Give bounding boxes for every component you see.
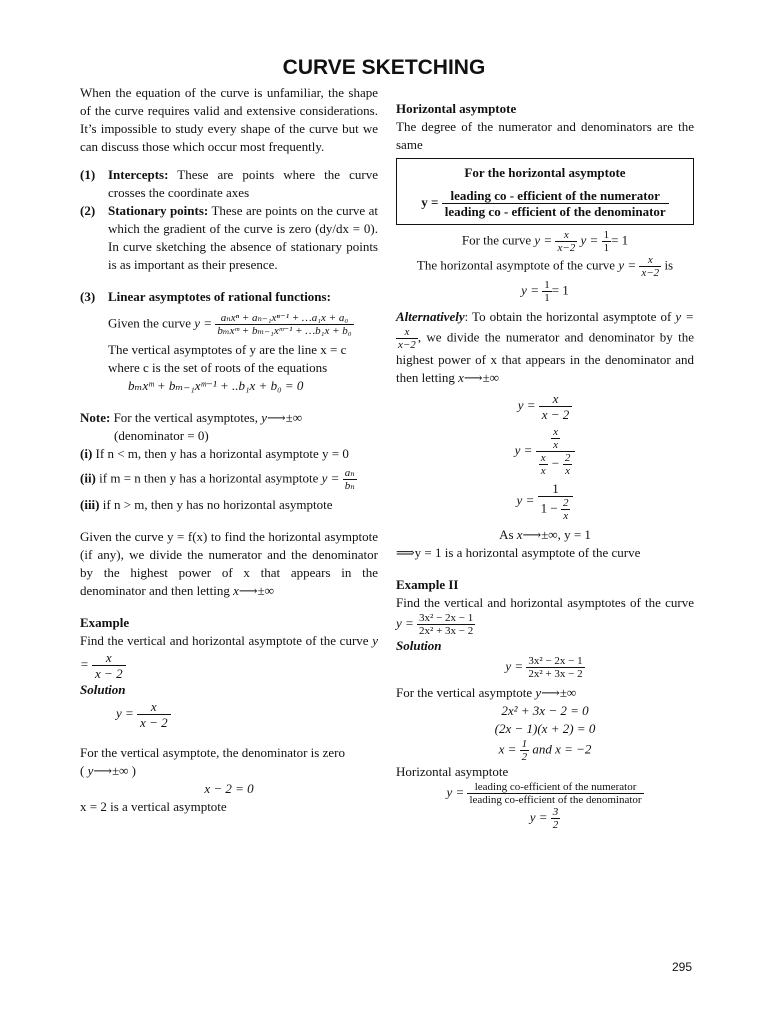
alternatively-paragraph: Alternatively: To obtain the horizontal asymptote of y = $\frac{x}{x-2}$ , we divide the numerator and denominator by the highest power of x that appears in the denominator and then letting x⟶±∞ (396, 309, 694, 385)
case-ii: (ii) if m = n then y has a horizontal asymptote y = $\frac{\text{aₙ}}{\text{bₙ}}$ (80, 467, 355, 492)
derivative-expression: (dy/dx = 0) (315, 221, 375, 236)
rational-fraction: $\frac{\text{aₙxⁿ + aₙ₋₁xⁿ⁻¹ + …a₁x + a₀}}{\text{bₘxᵐ + bₘ₋₁xᵐ⁻¹ + …b₁x + b₀}}$ (217, 312, 352, 337)
rational-function-definition: Given the curve y = $\frac{\text{aₙxⁿ + aₙ₋₁xⁿ⁻¹ + …a₁x + a₀}}{\text{bₘxᵐ + bₘ₋₁xᵐ⁻¹ + …b₁x + b₀}}$ (108, 312, 352, 337)
page-title: CURVE SKETCHING (282, 56, 486, 79)
horizontal-asymptote-heading: Horizontal asymptote (396, 101, 517, 116)
solution-heading: Solution (80, 682, 126, 697)
given-fx-paragraph: Given the curve y = f(x) to find the horizontal asymptote (if any), we divide the numerator and the denominator by the highest power of x that appears in the denominator and then letting x⟶±∞ (80, 529, 378, 598)
list-item-linear-asymptotes: (3) Linear asymptotes of rational functions: (80, 289, 331, 304)
right-column: Horizontal asymptote The degree of the numerator and denominators are the same For the horizontal asymptote y = $\frac{\text{leading co - efficient of the numerator}}{\text{leading co - efficient of the denominator}}$ For the curve y = $\frac{x}{x-2}$ y = $\frac{1}{1}$ = 1 The horizontal asymptote of the curve y = $\frac{x}{x-2}$ is y = $\frac{1}{1}$ = 1 Alternatively: To obtain the horizontal asymptote of y = $\frac{x}{x-2}$ , we divide the numerator and denominator by the highest power of x that appears in the denominator and then letting x⟶±∞ y = $\frac{x}{x - 2}$ y = $\frac{x}{x}$ $\frac{x}{x}$ − $\frac{2}{x}$ y = 1 1 − $\frac{2}{x}$ As x⟶±∞, y = 1 ⟹y = 1 is a horizontal asymptote of the curve Example II Find the vertical and horizontal asymptotes of the curve y = $\frac{\text{3x² − 2x − 1}}{\text{2x² + 3x − 2}}$ Solution y = $\frac{\text{3x² − 2x − 1}}{\text{2x² + 3x − 2}}$ For the vertical asymptote y⟶±∞ 2x² + 3x − 2 = 0 (2x − 1)(x + 2) = 0 x = $\frac{1}{2}$ and x = −2 Horizontal asymptote y = $\frac{\text{leading co-efficient of the numerator}}{\text{leading co-efficient of the denominator}}$ y = $\frac{3}{2}$ (396, 101, 694, 831)
vertical-conclusion: x = 2 is a vertical asymptote (80, 799, 227, 814)
note-line: Note: For the vertical asymptotes, y⟶±∞ (80, 410, 303, 425)
list-item-intercepts: (1) Intercepts: These are points where the curve crosses the coordinate axes (80, 167, 379, 200)
roots-equation: bₘxᵐ + bₘ₋₁xᵐ⁻¹ + ..b₁x + b₀ = 0 (128, 378, 304, 393)
page-number: 295 (672, 960, 693, 974)
solution-ii-heading: Solution (396, 638, 442, 653)
for-the-curve-line: For the curve y = $\frac{x}{x-2}$ y = $\frac{1}{1}$ = 1 (461, 229, 629, 254)
example-heading: Example (80, 615, 130, 630)
intro-paragraph: When the equation of the curve is unfamiliar, the shape of the curve requires valid and extensive considerations. It’s impossible to study every shape of the curve but we can discuss those which occur most frequently. (80, 85, 378, 154)
example-ii-heading: Example II (396, 577, 459, 592)
horizontal-asymptote-box: For the horizontal asymptote y = $\frac{\text{leading co - efficient of the numerator}}{\text{leading co - efficient of the denominator}}$ (396, 158, 694, 225)
case-i: (i) If n < m, then y has a horizontal asymptote y = 0 (80, 446, 349, 461)
example-text: Find the vertical and horizontal asymptote of the curve y = $\frac{x}{x - 2}$ (80, 633, 379, 681)
solution-equation: y = $\frac{x}{x - 2}$ (80, 699, 378, 730)
case-iii: (iii) if n > m, then y has no horizontal asymptote (80, 497, 333, 512)
horizontal-conclusion: ⟹y = 1 is a horizontal asymptote of the curve (396, 545, 641, 560)
list-item-stationary-points: (2) Stationary points: These are points on the curve at which the gradient of the curve is zero (dy/dx = 0). In curve sketching the absence of stationary points is as important as their presence. (80, 203, 379, 272)
vertical-equation: x − 2 = 0 (204, 781, 254, 796)
left-column: When the equation of the curve is unfamiliar, the shape of the curve requires valid and extensive considerations. It’s impossible to study every shape of the curve but we can discuss those which occur most frequently. (1) Intercepts: These are points where the curve crosses the coordinate axes (2) Stationary points: These are points on the curve at which the gradient of the curve is zero (dy/dx = 0). In curve sketching the absence of stationary points is as important as their presence. (3) Linear asymptotes of rational functions: Given the curve y = $\frac{\text{aₙxⁿ + aₙ₋₁xⁿ⁻¹ + …a₁x + a₀}}{\text{bₘxᵐ + bₘ₋₁xᵐ⁻¹ + …b₁x + b₀}}$ The vertical asymptotes of y are the line x = c where c is the set of roots of the equations bₘxᵐ + bₘ₋₁xᵐ⁻¹ + ..b₁x + b₀ = 0 Note: For the vertical asymptotes, y⟶±∞ (denominator = 0) (i) If n < m, then y has a horizontal asymptote y = 0 (ii) if m = n then y has a horizontal asymptote y = $\frac{\text{aₙ}}{\text{bₙ}}$ (iii) if n > m, then y has no horizontal asymptote Given the curve y = f(x) to find the horizontal asymptote (if any), we divide the numerator and the denominator by the highest power of x that appears in the denominator and then letting x⟶±∞ Example Find the vertical and horizontal asymptote of the curve y = $\frac{x}{x - 2}$ Solution y = $\frac{x}{x - 2}$ For the vertical asymptote, the denominator is zero ( y⟶±∞ ) x − 2 = 0 x = 2 is a vertical asymptote (80, 85, 379, 814)
horizontal-of-curve-line: The horizontal asymptote of the curve y = $\frac{x}{x-2}$ is (416, 254, 674, 279)
